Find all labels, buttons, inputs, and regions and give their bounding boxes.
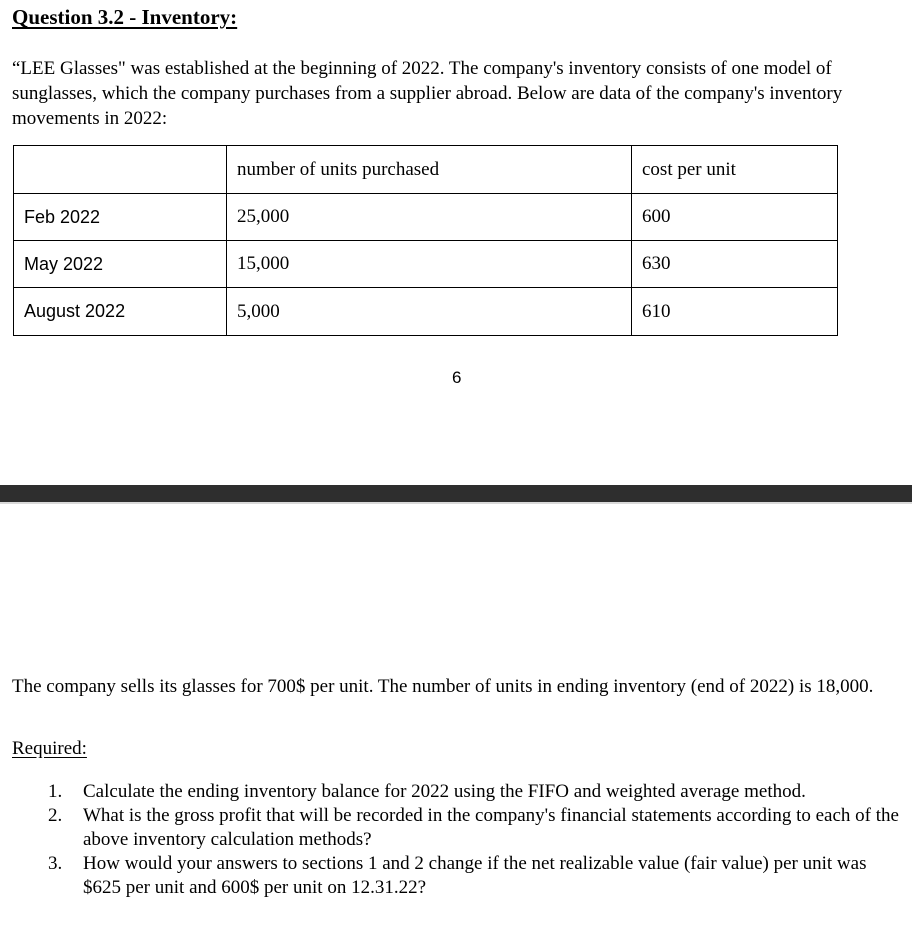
header-cell-month xyxy=(14,146,227,194)
question-text: What is the gross profit that will be recorded in the company's financial statements according to each of the above inventory calculation methods? xyxy=(83,805,899,850)
page-number: 6 xyxy=(452,368,462,387)
question-number: 2. xyxy=(48,805,63,826)
cost-cell: 610 xyxy=(632,288,838,336)
table-row xyxy=(14,288,838,336)
question-text: How would your answers to sections 1 and 2 change if the net realizable value (fair value) per unit was $625 per unit and 600$ per unit on 12.31.22? xyxy=(83,853,867,898)
required-label: Required: xyxy=(12,738,87,759)
question-number: 1. xyxy=(48,781,63,802)
sales-paragraph: The company sells its glasses for 700$ per unit. The number of units in ending inventory (end of 2022) is 18,000. xyxy=(12,676,874,697)
inventory-table xyxy=(13,145,838,336)
question-text: Calculate the ending inventory balance for 2022 using the FIFO and weighted average method. xyxy=(83,781,806,802)
table-row xyxy=(14,241,838,288)
page-break-bar xyxy=(0,485,912,502)
question-number: 3. xyxy=(48,853,63,874)
header-cell-cost: cost per unit xyxy=(632,146,838,194)
cost-cell: 630 xyxy=(632,241,838,288)
list-item xyxy=(48,852,904,900)
units-cell: 25,000 xyxy=(227,194,632,241)
header-cell-units: number of units purchased xyxy=(227,146,632,194)
units-cell: 15,000 xyxy=(227,241,632,288)
month-cell: August 2022 xyxy=(14,288,227,336)
cost-cell: 600 xyxy=(632,194,838,241)
table-row xyxy=(14,194,838,241)
list-item xyxy=(48,780,904,804)
table-header-row xyxy=(14,146,838,194)
question-title: Question 3.2 - Inventory: xyxy=(12,5,238,29)
list-item xyxy=(48,804,904,852)
page-break-edge xyxy=(0,502,912,504)
questions-list xyxy=(48,780,904,900)
intro-paragraph: “LEE Glasses" was established at the beginning of 2022. The company's inventory consists of one model of sunglasses, which the company purchases from a supplier abroad. Below are data of the company's inventory movements in 2022: xyxy=(12,58,843,129)
month-cell: May 2022 xyxy=(14,241,227,288)
month-cell: Feb 2022 xyxy=(14,194,227,241)
units-cell: 5,000 xyxy=(227,288,632,336)
